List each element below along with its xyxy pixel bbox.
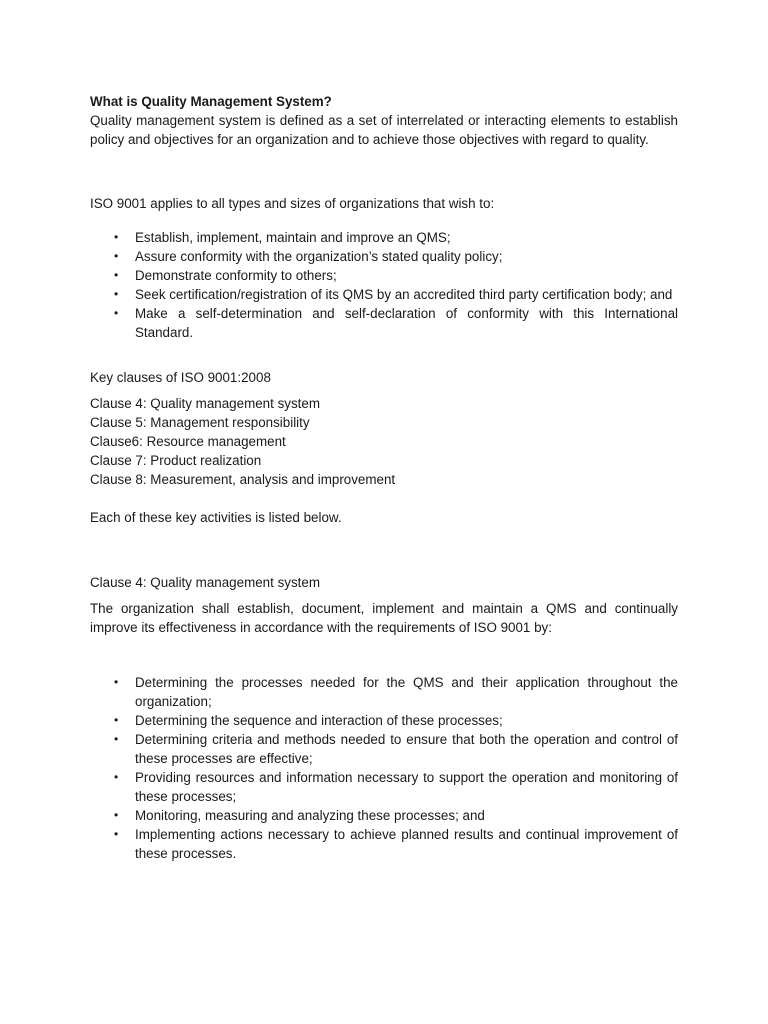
bullet-icon: • (114, 287, 119, 301)
list-item: • Determining criteria and methods needed to ensure that both the operation and control of these processes are effective; (114, 732, 678, 766)
qms-definition: Quality management system is defined as a set of interrelated or interacting elements to establish policy and objectives for an organization and to achieve those objectives with regard to quality. (90, 113, 678, 147)
clause-line: Clause 8: Measurement, analysis and improvement (90, 472, 396, 487)
clause4-text: The organization shall establish, document, implement and maintain a QMS and continually improve its effectiveness in accordance with the requirements of ISO 9001 by: (90, 601, 678, 635)
clause4-bullet-list (90, 673, 678, 863)
clause-line: Clause 7: Product realization (90, 453, 262, 468)
list-item: • Seek certification/registration of its QMS by an accredited third party certification body; and (114, 287, 673, 302)
clause-line: Clause 5: Management responsibility (90, 415, 310, 430)
list-item: • Demonstrate conformity to others; (114, 268, 337, 283)
bullet-icon: • (114, 770, 119, 784)
clause-line: Clause 4: Quality management system (90, 396, 320, 411)
bullet-icon: • (114, 732, 119, 746)
list-item: • Determining the processes needed for the QMS and their application throughout the organization; (114, 675, 678, 709)
list-item: • Monitoring, measuring and analyzing these processes; and (114, 808, 485, 823)
list-item: • Implementing actions necessary to achieve planned results and continual improvement of these processes. (114, 827, 678, 861)
list-item: • Establish, implement, maintain and improve an QMS; (114, 230, 451, 245)
bullet-icon: • (114, 249, 119, 263)
bullet-icon: • (114, 713, 119, 727)
bullet-icon: • (114, 268, 119, 282)
clause4-title: Clause 4: Quality management system (90, 575, 320, 590)
bullet-icon: • (114, 827, 119, 841)
clause-list (90, 394, 678, 489)
list-item: • Assure conformity with the organization’s stated quality policy; (114, 249, 503, 264)
bullet-icon: • (114, 230, 119, 244)
iso-intro: ISO 9001 applies to all types and sizes of organizations that wish to: (90, 196, 495, 211)
list-item: • Make a self-determination and self-declaration of conformity with this International Standard. (114, 306, 678, 340)
list-item: • Providing resources and information necessary to support the operation and monitoring of these processes; (114, 770, 678, 804)
list-item: • Determining the sequence and interaction of these processes; (114, 713, 503, 728)
key-clauses-title: Key clauses of ISO 9001:2008 (90, 370, 271, 385)
document-page (90, 92, 678, 863)
iso-bullet-list (90, 228, 678, 342)
bullet-icon: • (114, 675, 119, 689)
bullet-icon: • (114, 808, 119, 822)
page-heading: What is Quality Management System? (90, 94, 332, 109)
listed-below-note: Each of these key activities is listed below. (90, 510, 342, 525)
bullet-icon: • (114, 306, 119, 320)
clause-line: Clause6: Resource management (90, 434, 286, 449)
